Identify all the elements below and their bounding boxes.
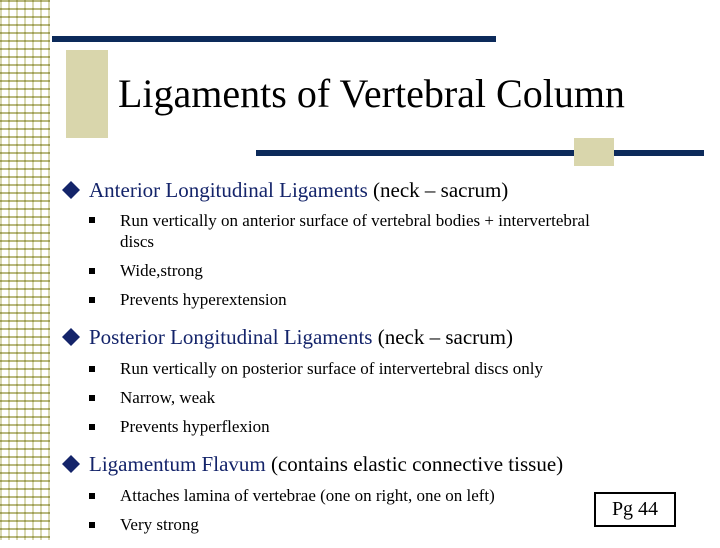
list-item-text: Run vertically on anterior surface of vertebral bodies + intervertebral discs	[120, 211, 590, 251]
list-item	[58, 412, 698, 441]
list-item-text: Very strong	[120, 515, 199, 534]
diamond-bullet-icon	[62, 181, 80, 199]
diamond-bullet-icon	[62, 455, 80, 473]
list-item-text: Wide,strong	[120, 261, 203, 280]
section-heading: Posterior Longitudinal Ligaments	[89, 325, 373, 349]
section-anterior	[58, 176, 698, 204]
square-bullet-icon	[89, 493, 95, 499]
title-accent-block	[66, 50, 108, 138]
square-bullet-icon	[89, 395, 95, 401]
section-items	[58, 354, 698, 441]
square-bullet-icon	[89, 366, 95, 372]
list-item	[58, 383, 698, 412]
section-posterior	[58, 323, 698, 351]
list-item	[58, 256, 698, 285]
slide-title: Ligaments of Vertebral Column	[118, 71, 625, 116]
list-item-text: Prevents hyperextension	[120, 290, 287, 309]
list-item-text: Attaches lamina of vertebrae (one on right, one on left)	[120, 486, 495, 505]
square-bullet-icon	[89, 297, 95, 303]
title-bottom-accent-block	[574, 138, 614, 166]
section-flavum	[58, 450, 698, 478]
section-qualifier: (neck – sacrum)	[372, 325, 513, 349]
title-bottom-rule	[256, 150, 704, 156]
list-item	[58, 207, 620, 256]
decorative-checker-stripe	[0, 0, 50, 540]
list-item-text: Narrow, weak	[120, 388, 216, 407]
list-item	[58, 354, 698, 383]
section-qualifier: (contains elastic connective tissue)	[265, 452, 564, 476]
list-item	[58, 285, 698, 314]
list-item-text: Prevents hyperflexion	[120, 417, 270, 436]
section-items	[58, 207, 698, 314]
diamond-bullet-icon	[62, 328, 80, 346]
list-item-text: Run vertically on posterior surface of intervertebral discs only	[120, 359, 543, 378]
page-reference-box: Pg 44	[594, 492, 676, 527]
square-bullet-icon	[89, 217, 95, 223]
section-heading: Ligamentum Flavum	[89, 452, 266, 476]
section-heading: Anterior Longitudinal Ligaments	[89, 178, 368, 202]
title-top-rule	[52, 36, 496, 42]
section-qualifier: (neck – sacrum)	[367, 178, 509, 202]
square-bullet-icon	[89, 268, 95, 274]
square-bullet-icon	[89, 522, 95, 528]
square-bullet-icon	[89, 424, 95, 430]
